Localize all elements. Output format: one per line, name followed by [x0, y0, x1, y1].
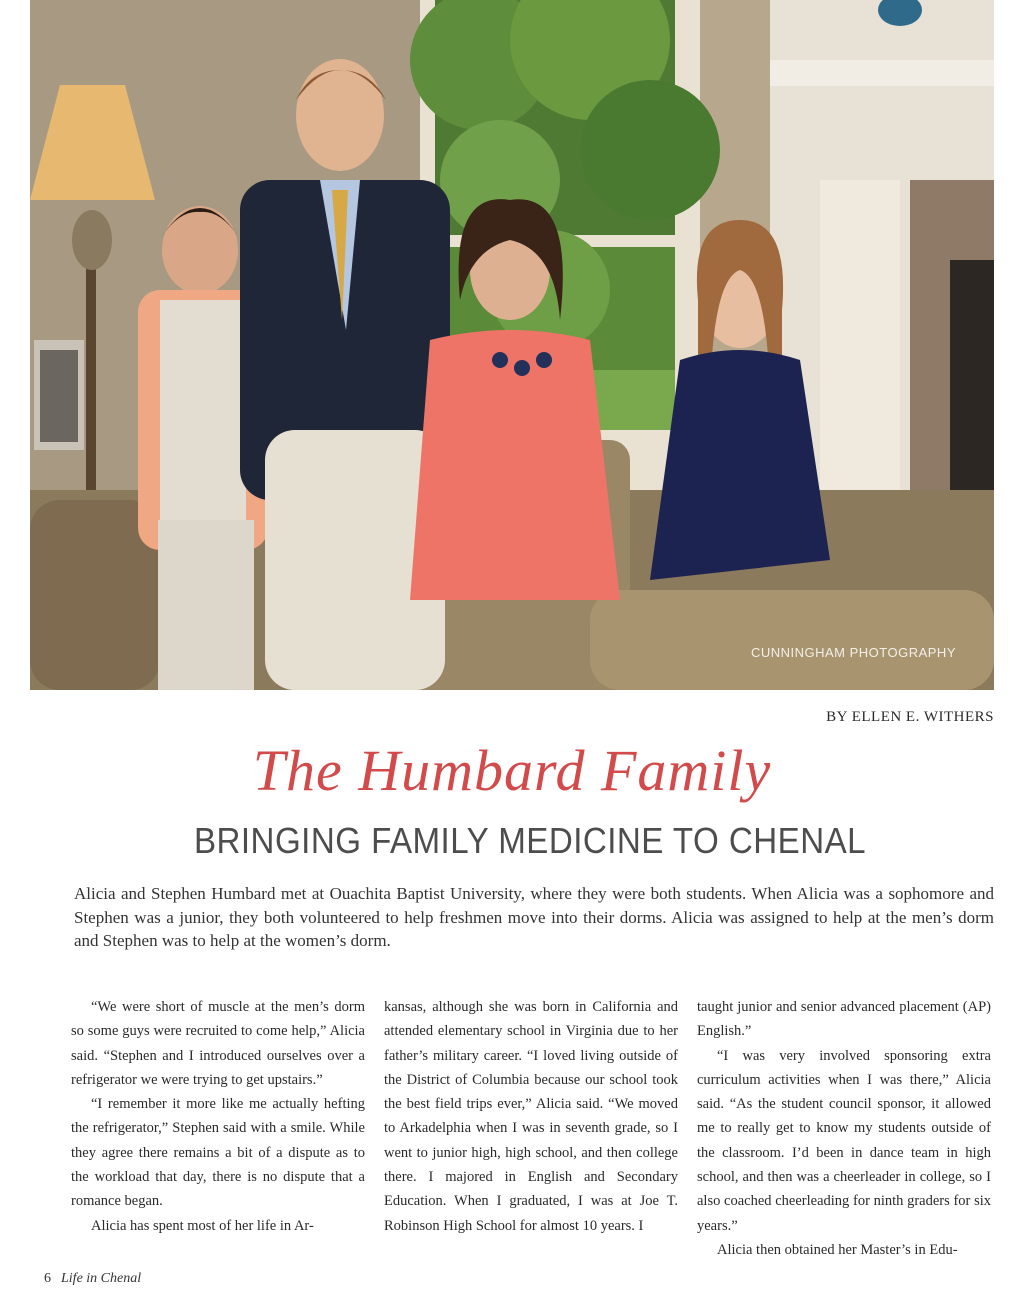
- paragraph: Alicia then obtained her Master’s in Edu-: [717, 1241, 958, 1258]
- page-number: 6: [44, 1271, 51, 1286]
- family-photo: [30, 0, 994, 690]
- page-footer: [44, 1271, 141, 1287]
- magazine-name: Life in Chenal: [61, 1271, 142, 1286]
- intro-paragraph: Alicia and Stephen Humbard met at Ouachita Baptist University, where they were both students. When Alicia was a sophomore and Stephen was a junior, they both volunteered to help freshmen move into their dorms. Alicia was assigned to help at the men’s dorm and Stephen was to help at the women’s dorm.: [74, 884, 994, 950]
- paragraph: kansas, although she was born in California and attended elementary school in Virginia due to her father’s military career. “I loved living outside of the District of Columbia because our school took the best field trips ever,” Alicia said. “We moved to Arkadelphia when I was in seventh grade, so I went to junior high, high school, and then college there. I majored in English and Secondary Education. When I graduated, I was at Joe T. Robinson High School for almost 10 years. I: [384, 999, 678, 1234]
- family-photo-illustration: [30, 0, 994, 690]
- byline: BY ELLEN E. WITHERS: [826, 709, 994, 725]
- paragraph: taught junior and senior advanced placement (AP) English.”: [697, 999, 991, 1040]
- paragraph: Alicia has spent most of her life in Ar-: [91, 1217, 314, 1234]
- photo-credit: CUNNINGHAM PHOTOGRAPHY: [750, 645, 956, 660]
- paragraph: “We were short of muscle at the men’s dorm so some guys were recruited to come help,” Alicia said. “Stephen and I introduced ourselves over a refrigerator we were trying to get upstairs.”: [71, 999, 365, 1088]
- paragraph: “I remember it more like me actually hefting the refrigerator,” Stephen said with a smile. While they agree there remains a bit of a dispute as to the workload that day, there is no dispute that a romance began.: [71, 1096, 365, 1210]
- article-title: The Humbard Family: [252, 738, 772, 803]
- article-subtitle: BRINGING FAMILY MEDICINE TO CHENAL: [193, 820, 867, 861]
- column-1: [71, 995, 365, 1238]
- column-3: [697, 995, 991, 1262]
- paragraph: “I was very involved sponsoring extra curriculum activities when I was there,” Alicia said. “As the student council sponsor, it allowed me to really get to know my students outside of the classroom. I’d been in dance team in high school, and then was a cheerleader in college, so I also coached cheerleading for ninth graders for six years.”: [697, 1047, 991, 1234]
- column-2: [384, 995, 678, 1238]
